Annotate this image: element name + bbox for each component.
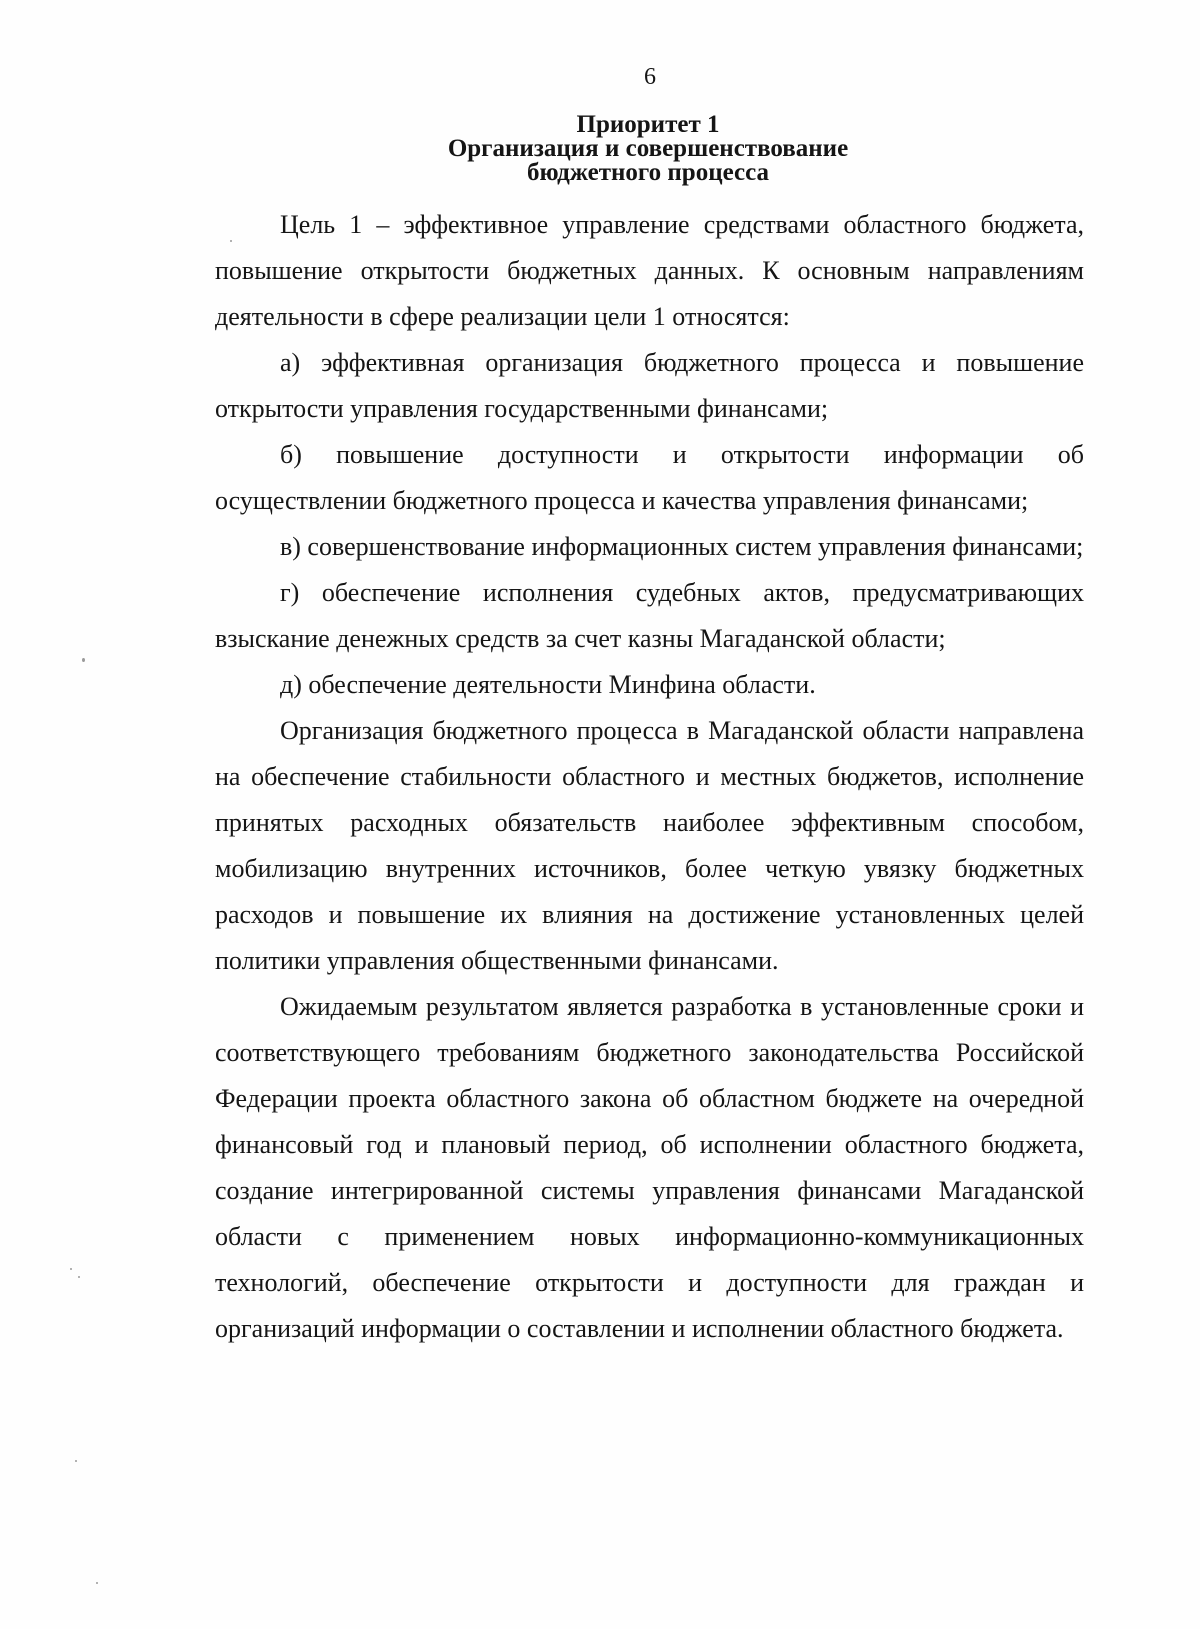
list-item-a: а) эффективная организация бюджетного процесса и повышение открытости управления государственными финансами;	[215, 348, 1084, 423]
list-item-c: в) совершенствование информационных систем управления финансами;	[280, 532, 1084, 561]
heading-priority: Приоритет 1	[576, 111, 720, 138]
scan-speck	[96, 1582, 98, 1584]
scan-speck	[70, 1268, 72, 1270]
document-body	[215, 202, 1084, 1352]
list-item-b: б) повышение доступности и открытости информации об осуществлении бюджетного процесса и качества управления финансами;	[215, 440, 1084, 515]
scan-speck	[78, 1276, 80, 1278]
section-heading	[0, 113, 1200, 185]
scan-speck	[230, 240, 232, 242]
paragraph-expected-result: Ожидаемым результатом является разработка в установленные сроки и соответствующего требованиям бюджетного законодательства Российской Федерации проекта областного закона об областном бюджете на очередной финансовый год и плановый период, об исполнении областного бюджета, создание интегрированной системы управления финансами Магаданской области с применением новых информационно-коммуникационных технологий, обеспечение открытости и доступности для граждан и организаций информации о составлении и исполнении областного бюджета.	[215, 992, 1084, 1343]
heading-title-line-2: бюджетного процесса	[527, 159, 769, 186]
page-number: 6	[644, 64, 656, 90]
list-item-e: д) обеспечение деятельности Минфина области.	[280, 670, 816, 699]
list-item-d: г) обеспечение исполнения судебных актов, предусматривающих взыскание денежных средств за счет казны Магаданской области;	[215, 578, 1084, 653]
heading-title-line-1: Организация и совершенствование	[447, 135, 849, 162]
scan-speck	[82, 658, 85, 662]
paragraph-goal: Цель 1 – эффективное управление средствами областного бюджета, повышение открытости бюджетных данных. К основным направлениям деятельности в сфере реализации цели 1 относятся:	[215, 210, 1084, 331]
scan-speck	[75, 1460, 77, 1462]
paragraph-organization: Организация бюджетного процесса в Магаданской области направлена на обеспечение стабильности областного и местных бюджетов, исполнение принятых расходных обязательств наиболее эффективным способом, мобилизацию внутренних источников, более четкую увязку бюджетных расходов и повышение их влияния на достижение установленных целей политики управления общественными финансами.	[215, 716, 1084, 975]
